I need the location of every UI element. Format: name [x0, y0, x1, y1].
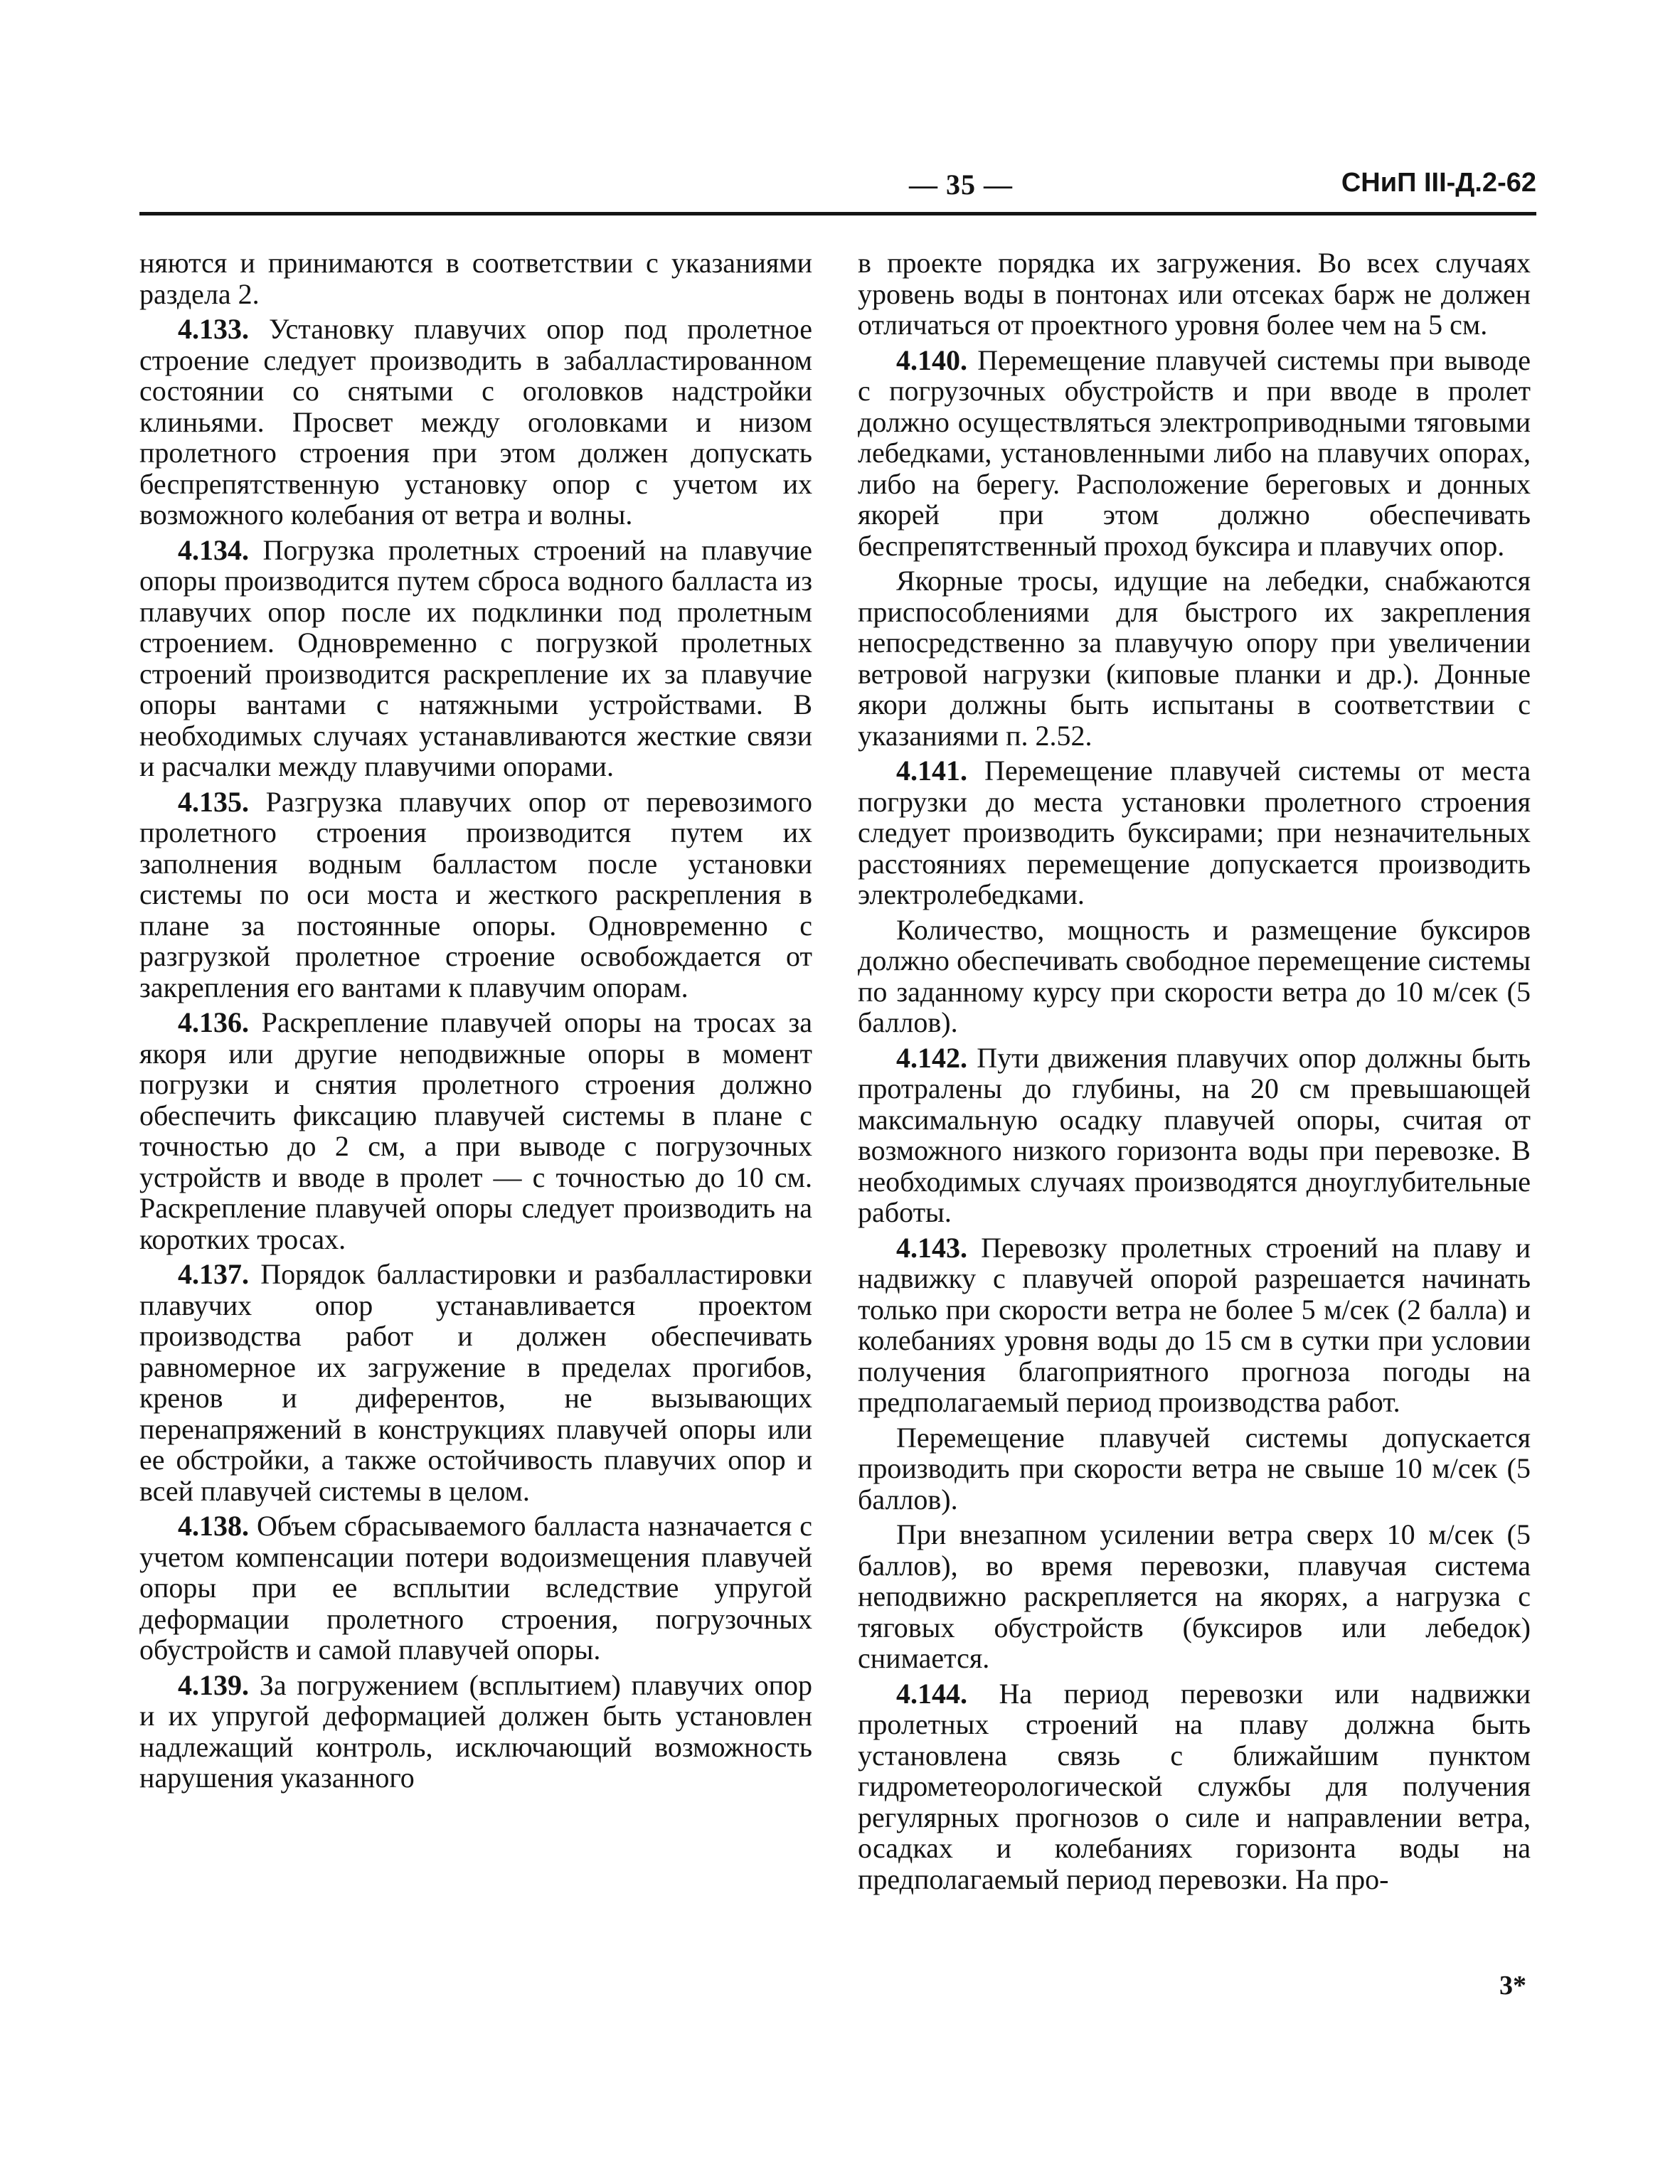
- paragraph: [139, 787, 812, 1003]
- paragraph: [858, 1422, 1531, 1516]
- clause-number: 4.139.: [178, 1668, 249, 1701]
- paragraph: [858, 1678, 1531, 1895]
- paragraph: [858, 755, 1531, 910]
- clause-number: 4.141.: [896, 755, 967, 787]
- paragraph-text: в проекте порядка их загружения. Во всех случаях уровень воды в понтонах или отсеках барж не должен отличаться от проектного уровня более чем на 5 см.: [858, 247, 1531, 341]
- clause-number: 4.144.: [896, 1677, 967, 1710]
- paragraph-text: Раскрепление плавучей опоры на тросах за якоря или другие неподвижные опоры в момент погрузки и снятия пролетного строения должно обеспечить фиксацию плавучей системы в плане с точностью до 2 см, а при выводе с погрузочных устройств и вводе в пролет — с точностью до 10 см. Раскрепление плавучей опоры следует производить на коротких тросах.: [139, 1006, 812, 1255]
- clause-number: 4.133.: [178, 313, 249, 345]
- running-head: [139, 168, 1536, 211]
- paragraph-text: Установку плавучих опор под пролетное строение следует производить в забалластированном состоянии со снятыми с оголовков надстройки клиньями. Просвет между оголовками и низом пролетного строения при этом должен допускать беспрепятственную установку опор с учетом их возможного колебания от ветра и волны.: [139, 313, 812, 531]
- paragraph-text: Порядок балластировки и разбалластировки плавучих опор устанавливается проектом производства работ и должен обеспечивать равномерное их загружение в пределах прогибов, кренов и диферентов, не вызывающих перенапряжений в конструкциях плавучей опоры или ее обстройки, а также остойчивость плавучих опор и всей плавучей системы в целом.: [139, 1258, 812, 1507]
- paragraph: [858, 345, 1531, 562]
- paragraph: [139, 247, 812, 309]
- clause-number: 4.138.: [178, 1510, 249, 1542]
- paragraph: [139, 1511, 812, 1666]
- paragraph-text: Перемещение плавучей системы от места погрузки до места установки пролетного строения следует производить буксирами; при незначительных расстояниях перемещение допускается производить электролебедками.: [858, 755, 1531, 910]
- paragraph-text: Пути движения плавучих опор должны быть протралены до глубины, на 20 см превышающей максимальную осадку плавучей опоры, считая от возможного низкого горизонта воды при перевозке. В необходимых случаях производятся дноуглубительные работы.: [858, 1041, 1531, 1228]
- paragraph: [858, 1519, 1531, 1674]
- paragraph: [139, 1007, 812, 1255]
- paragraph-text: Объем сбрасываемого балласта назначается с учетом компенсации потери водоизмещения плавучей опоры при ее всплытии вследствие упругой деформации пролетного строения, погрузочных обустройств и самой плавучей опоры.: [139, 1510, 812, 1666]
- clause-number: 4.135.: [178, 785, 249, 818]
- paragraph: [858, 915, 1531, 1038]
- paragraph: [139, 1670, 812, 1794]
- paragraph-text: Якорные тросы, идущие на лебедки, снабжаются приспособлениями для быстрого их закрепления непосредственно за плавучую опору при увеличении ветровой нагрузки (киповые планки и др.). Донные якори должны быть испытаны в соответствии с указаниями п. 2.52.: [858, 565, 1531, 752]
- paragraph-text: Погрузка пролетных строений на плавучие опоры производится путем сброса водного балласта из плавучих опор после их подклинки под пролетным строением. Одновременно с погрузкой пролетных строений производится раскрепление их за плавучие опоры вантами с натяжными устройствами. В необходимых случаях устанавливаются жесткие связи и расчалки между плавучими опорами.: [139, 533, 812, 782]
- paragraph: [139, 1259, 812, 1506]
- paragraph: [858, 1043, 1531, 1228]
- paragraph-text: няются и принимаются в соответствии с указаниями раздела 2.: [139, 247, 812, 310]
- paragraph-text: Разгрузка плавучих опор от перевозимого пролетного строения производится путем их заполнения водным балластом после установки системы по оси моста и жесткого раскрепления в плане за постоянные опоры. Одновременно с разгрузкой пролетное строение освобождается от закрепления его вантами к плавучим опорам.: [139, 785, 812, 1003]
- clause-number: 4.143.: [896, 1231, 967, 1264]
- paragraph-text: Перевозку пролетных строений на плаву и надвижку с плавучей опорой разрешается начинать только при скорости ветра не более 5 м/сек (2 балла) и колебаниях уровня воды до 15 см в сутки при условии получения благоприятного прогноза погоды на предполагаемый период производства работ.: [858, 1231, 1531, 1418]
- paragraph-text: Перемещение плавучей системы допускается производить при скорости ветра не свыше 10 м/сек (5 баллов).: [858, 1421, 1531, 1516]
- clause-number: 4.137.: [178, 1258, 249, 1290]
- clause-number: 4.136.: [178, 1006, 249, 1038]
- right-column: [858, 247, 1531, 1899]
- header-rule: [139, 212, 1536, 215]
- clause-number: 4.134.: [178, 533, 249, 566]
- page-number: — 35 —: [909, 169, 1013, 201]
- clause-number: 4.142.: [896, 1041, 967, 1074]
- clause-number: 4.140.: [896, 343, 967, 376]
- document-code: СНиП III-Д.2-62: [1341, 168, 1536, 198]
- paragraph-text: За погружением (всплытием) плавучих опор и их упругой деформацией должен быть установлен надлежащий контроль, исключающий возможность нарушения указанного: [139, 1668, 812, 1794]
- paragraph: [858, 247, 1531, 341]
- paragraph-text: На период перевозки или надвижки пролетных строений на плаву должна быть установлена связь с ближайшим пунктом гидрометеорологической службы для получения регулярных прогнозов о силе и направлении ветра, осадках и колебаниях горизонта воды на предполагаемый период перевозки. На про-: [858, 1677, 1531, 1895]
- signature-mark: 3*: [1499, 1971, 1526, 2001]
- paragraph: [139, 314, 812, 531]
- paragraph: [139, 535, 812, 782]
- paragraph-text: При внезапном усилении ветра сверх 10 м/сек (5 баллов), во время перевозки, плавучая система неподвижно раскрепляется на якорях, а нагрузка с тяговых обустройств (буксиров или лебедок) снимается.: [858, 1518, 1531, 1674]
- paragraph-text: Количество, мощность и размещение буксиров должно обеспечивать свободное перемещение системы по заданному курсу при скорости ветра до 10 м/сек (5 баллов).: [858, 913, 1531, 1038]
- paragraph: [858, 565, 1531, 751]
- paragraph-text: Перемещение плавучей системы при выводе с погрузочных обустройств и при вводе в пролет должно осуществляться электроприводными тяговыми лебедками, установленными либо на плавучих опорах, либо на берегу. Расположение береговых и донных якорей при этом должно обеспечивать беспрепятственный проход буксира и плавучих опор.: [858, 343, 1531, 562]
- paragraph: [858, 1232, 1531, 1418]
- left-column: [139, 247, 812, 1798]
